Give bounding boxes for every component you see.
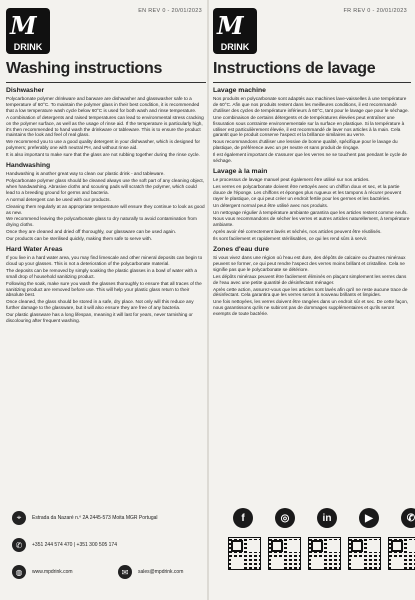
instruction-sections	[213, 87, 411, 317]
mp-drink-logo: M DRINK	[6, 8, 50, 54]
paragraph: Après cette action, assurez-vous que les articles sont lavés afin qu'il ne reste aucune trace de désinfectant. Cela garantira que les verres seront à nouveau brillants et limpides.	[213, 286, 408, 298]
paragraph: Nos produits en polycarbonate sont adaptés aux machines lave-vaisselles à une température de 60°C. Afin que nos produits restent dans les meilleures conditions, il est recommandé d'utiliser des cycles de température inférieurs à 60°C, tant pour le lavage que pour le séchage.	[213, 96, 409, 113]
paragraph: Une combinaison de certains détergents et de températures élevées peut entraîner une fissuration sous contrainte environnementale sur la surface en plastique. Si la température à utiliser est particulièrement élevée, il est recommandé de laver nos articles à la main. Cela garantit que le produit conserve l'aspect et la brillance similaires au verre.	[213, 114, 405, 138]
paragraph: Une fois nettoyées, les verres doivent être rangées dans un endroit sûr et sec. De cette façon, nous garantissons qu'ils ne subiront pas de dommages supplémentaires et qu'ils seront exempts de toute bactérie.	[213, 299, 409, 317]
paragraph: Si vous vivez dans une région où l'eau est dure, des dépôts de calcaire ou d'autres minéraux peuvent se former, ce qui peut rendre l'aspect des verres moins brillant et cristalline. Cela ne signifie pas que le polycarbonate se détériore.	[213, 255, 406, 272]
paragraph: We recommend you to use a good quality detergent in your dishwasher, which is designed for polymers; preferably one with neutral PH, and without rinse aid.	[6, 139, 201, 151]
paragraph: Cleaning them regularly at an appropriate temperature will ensure they continue to look as good as new.	[6, 203, 205, 215]
qr-code-linkedin	[308, 537, 341, 570]
paragraph: Nous recommandons d'utiliser une lessive de bonne qualité, spécifique pour le lavage du plastique, de préférence avec un pH neutre et sans produit de rinçage.	[213, 139, 398, 151]
qr-code-facebook	[228, 537, 261, 570]
phone-icon: ✆	[12, 538, 26, 552]
qr-code-whatsapp	[388, 537, 415, 570]
section-heading: Lavage à la main	[213, 167, 268, 175]
paragraph: The deposits can be removed by simply soaking the plastic glasses in a bowl of water with a small drop of household sanitizing product.	[6, 267, 197, 279]
paragraph: Les verres en polycarbonate doivent être nettoyés avec un chiffon doux et sec, et la partie douce de l'éponge. Les chiffons et éponges plus rugueux et les tampons à récurer peuvent rayer le plastique, ce qui peut créer un endroit fertile pour les germes et les bactéries.	[213, 183, 402, 201]
whatsapp-icon[interactable]: ✆	[401, 508, 415, 528]
english-column	[6, 0, 206, 600]
page-title: Instructions de lavage	[213, 60, 376, 77]
section-heading: Dishwasher	[6, 87, 45, 94]
page-fold	[207, 0, 209, 600]
envelope-icon: ✉	[118, 565, 132, 579]
title-divider	[213, 82, 411, 83]
website-row[interactable]: ◍ www.mpdrink.com	[12, 565, 73, 579]
paragraph: It is also important to make sure that the glass are not rubbing together during the rinse cycle.	[6, 152, 200, 158]
title-divider	[6, 82, 206, 83]
location-pin-icon: ⌖	[12, 511, 26, 525]
paragraph: Ils sont facilement et rapidement stérilisables, ce qui les rend sûrs à servir.	[213, 236, 368, 242]
mp-drink-logo: M DRINK	[213, 8, 257, 54]
social-icons	[233, 508, 415, 528]
linkedin-icon[interactable]: in	[317, 508, 337, 528]
revision-label: EN REV 0 - 20/01/2023	[138, 8, 202, 14]
revision-label: FR REV 0 - 20/01/2023	[343, 8, 407, 14]
address-row: ⌖ Estrada da Nazaré n.º 2A 2445-573 Moita MGR Portugal	[12, 511, 158, 525]
instagram-icon[interactable]: ◎	[275, 508, 295, 528]
paragraph: Il est également important de s'assurer que les verres ne se touchent pas pendant le cycle de séchage.	[213, 152, 407, 164]
instruction-sections	[6, 87, 206, 324]
qr-codes	[228, 537, 415, 570]
paragraph: Nous vous recommandons de sécher les verres et autres articles naturellement, à température ambiante.	[213, 216, 410, 228]
paragraph: Un détergent normal peut être utilisé avec nos produits.	[213, 202, 329, 208]
youtube-icon[interactable]: ▶	[359, 508, 379, 528]
paragraph: Following the soak, make sure you wash the glasses thoroughly to ensure that all traces of the sanitizing product are removed before use. This will help your plastic glass return to their absolute best.	[6, 280, 202, 298]
paragraph: Polycarbonate polymer glass should be cleaned always use the soft part of any cleaning object, when handwashing. Abrasive cloths and scouring pads will scratch the polymer, which could lead to a breeding ground for germs and bacteria.	[6, 177, 205, 195]
qr-code-instagram	[268, 537, 301, 570]
paragraph: We recommend leaving the polycarbonate glass to dry naturally to avoid contamination from drying cloths.	[6, 216, 197, 228]
qr-code-youtube	[348, 537, 381, 570]
section-heading: Hard Water Areas	[6, 246, 63, 254]
paragraph: Once cleaned, the glass should be stored in a safe, dry place. Not only will this reduce any further damage to the glassware, but it will also ensure they are free of any bacteria.	[6, 299, 194, 311]
phone-row: ✆ +351 244 574 470 | +351 300 505 174	[12, 538, 117, 552]
paragraph: Our plastic glassware has a long lifespan, meaning it will last for years, never tarnishing or discolouring after frequent washing.	[6, 312, 193, 324]
section-heading: Zones d'eau dure	[213, 246, 270, 254]
paragraph: Un nettoyage régulier à température ambiante garantira que les articles restent comme neufs.	[213, 209, 408, 215]
paragraph: A combination of detergents and raised temperatures can lead to environmental stress cracking on the polymer surface, as well as the usage of rinse aid. If the temperature is particularly high, it's then recommended to hand wash the drinkware or tableware. This is to ensure the product maintains the look and feel of real glass.	[6, 114, 204, 138]
paragraph: Our products can be sterilised quickly, making them safe to serve with.	[6, 236, 153, 242]
paragraph: Once they are cleaned and dried off thoroughly, our glassware can be used again.	[6, 229, 176, 235]
paragraph: Polycarbonate polymer drinkware and barware are dishwasher and glasswasher safe to a temperature of 60°C. To maintain the polymer glass in their best condition, it is recommended that a low temperature wash cycle below 60°C is used for both wash and rinse temperature.	[6, 96, 200, 113]
section-heading: Lavage machine	[213, 87, 266, 94]
paragraph: Handwashing is another great way to clean our plastic drink - and tableware.	[6, 171, 165, 177]
globe-icon: ◍	[12, 565, 26, 579]
page-title: Washing instructions	[6, 60, 163, 77]
paragraph: If you live in a hard water area, you may find limescale and other mineral deposits can begin to cloud up your glasses. This is not a deterioration of the polycarbonate material.	[6, 255, 203, 266]
paragraph: A normal detergent can be used with our products.	[6, 196, 111, 202]
paragraph: Après avoir été correctement lavés et séchés, nos articles peuvent être réutilisés.	[213, 229, 382, 235]
email-row[interactable]: ✉ sales@mpdrink.com	[118, 565, 183, 579]
section-heading: Handwashing	[6, 162, 51, 170]
paragraph: Les dépôts minéraux peuvent être facilement éliminés en plaçant simplement les verres dans de l'eau avec une petite quantité de désinfectant ménager.	[213, 273, 407, 285]
paragraph: Le processus de lavage manuel peut également être utilisé sur nos articles.	[213, 176, 370, 182]
facebook-icon[interactable]: f	[233, 508, 253, 528]
